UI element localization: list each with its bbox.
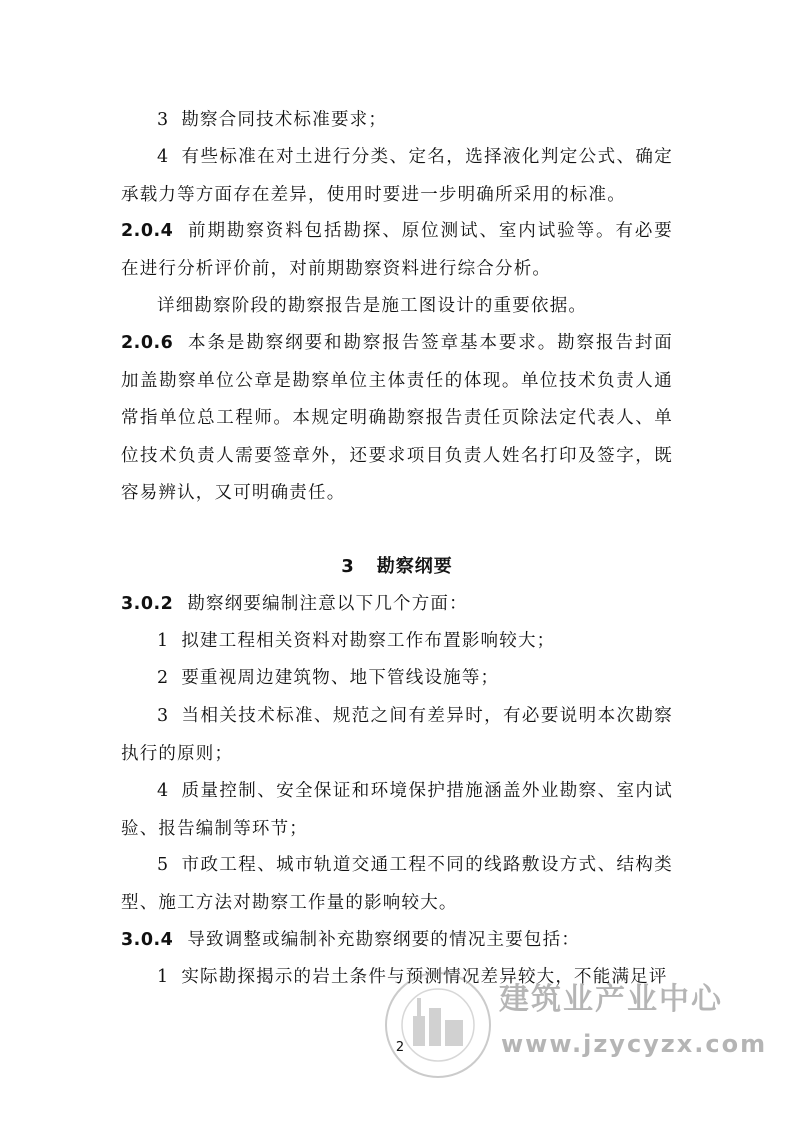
paragraph-text: 本条是勘察纲要和勘察报告签章基本要求。勘察报告封面加盖勘察单位公章是勘察单位主体责任的体现。单位技术负责人通常指单位总工程师。本规定明确勘察报告责任页除法定代表人、单位技术负责人需要签章外，还要求项目负责人姓名打印及签字，既容易辨认，又可明确责任。 [121, 333, 673, 503]
watermark-url: www.jzycyzx.com [501, 1030, 768, 1058]
paragraph [121, 102, 673, 140]
paragraph [121, 288, 673, 326]
list-item [121, 660, 673, 698]
list-item [121, 847, 673, 922]
item-number: 2 [157, 668, 170, 688]
clause-paragraph [121, 922, 673, 960]
watermark-name: 建筑业产业中心 [499, 982, 723, 1017]
paragraph-text: 要重视周边建筑物、地下管线设施等； [181, 668, 500, 688]
paragraph-text: 质量控制、安全保证和环境保护措施涵盖外业勘察、室内试验、报告编制等环节； [121, 781, 673, 839]
item-number: 3 [157, 110, 170, 130]
list-item [121, 773, 673, 848]
clause-number: 2.0.6 [121, 333, 174, 353]
paragraph-text: 当相关技术标准、规范之间有差异时，有必要说明本次勘察执行的原则； [121, 706, 673, 764]
list-item [121, 623, 673, 661]
list-item [121, 698, 673, 773]
paragraph-text: 详细勘察阶段的勘察报告是施工图设计的重要依据。 [157, 296, 588, 316]
paragraph-text: 有些标准在对土进行分类、定名，选择液化判定公式、确定承载力等方面存在差异，使用时要进一步明确所采用的标准。 [121, 147, 673, 205]
section-title: 勘察纲要 [376, 556, 453, 577]
item-number: 5 [157, 855, 170, 875]
item-number: 4 [157, 781, 170, 801]
paragraph [121, 139, 673, 214]
item-number: 1 [157, 967, 170, 987]
paragraph-text: 拟建工程相关资料对勘察工作布置影响较大； [181, 631, 556, 651]
paragraph-text: 实际勘探揭示的岩土条件与预测情况差异较大，不能满足评 [181, 967, 668, 987]
clause-paragraph [121, 586, 673, 624]
section-heading [121, 548, 673, 586]
item-number: 4 [157, 147, 170, 167]
watermark [381, 968, 768, 1088]
seal-logo-icon [381, 968, 496, 1083]
item-number: 1 [157, 631, 170, 651]
paragraph-text: 市政工程、城市轨道交通工程不同的线路敷设方式、结构类型、施工方法对勘察工作量的影响较大。 [121, 855, 673, 913]
section-number: 3 [341, 556, 355, 577]
paragraph-text: 导致调整或编制补充勘察纲要的情况主要包括： [187, 930, 581, 950]
item-number: 3 [157, 706, 170, 726]
paragraph-text: 前期勘察资料包括勘探、原位测试、室内试验等。有必要在进行分析评价前，对前期勘察资料进行综合分析。 [121, 221, 673, 279]
paragraph-text: 勘察合同技术标准要求； [181, 110, 388, 130]
clause-number: 3.0.4 [121, 930, 174, 950]
paragraph-text: 勘察纲要编制注意以下几个方面： [187, 594, 468, 614]
page-number: 2 [395, 1040, 405, 1055]
clause-number: 2.0.4 [121, 221, 174, 241]
clause-paragraph [121, 325, 673, 513]
clause-number: 3.0.2 [121, 594, 174, 614]
clause-paragraph [121, 213, 673, 288]
